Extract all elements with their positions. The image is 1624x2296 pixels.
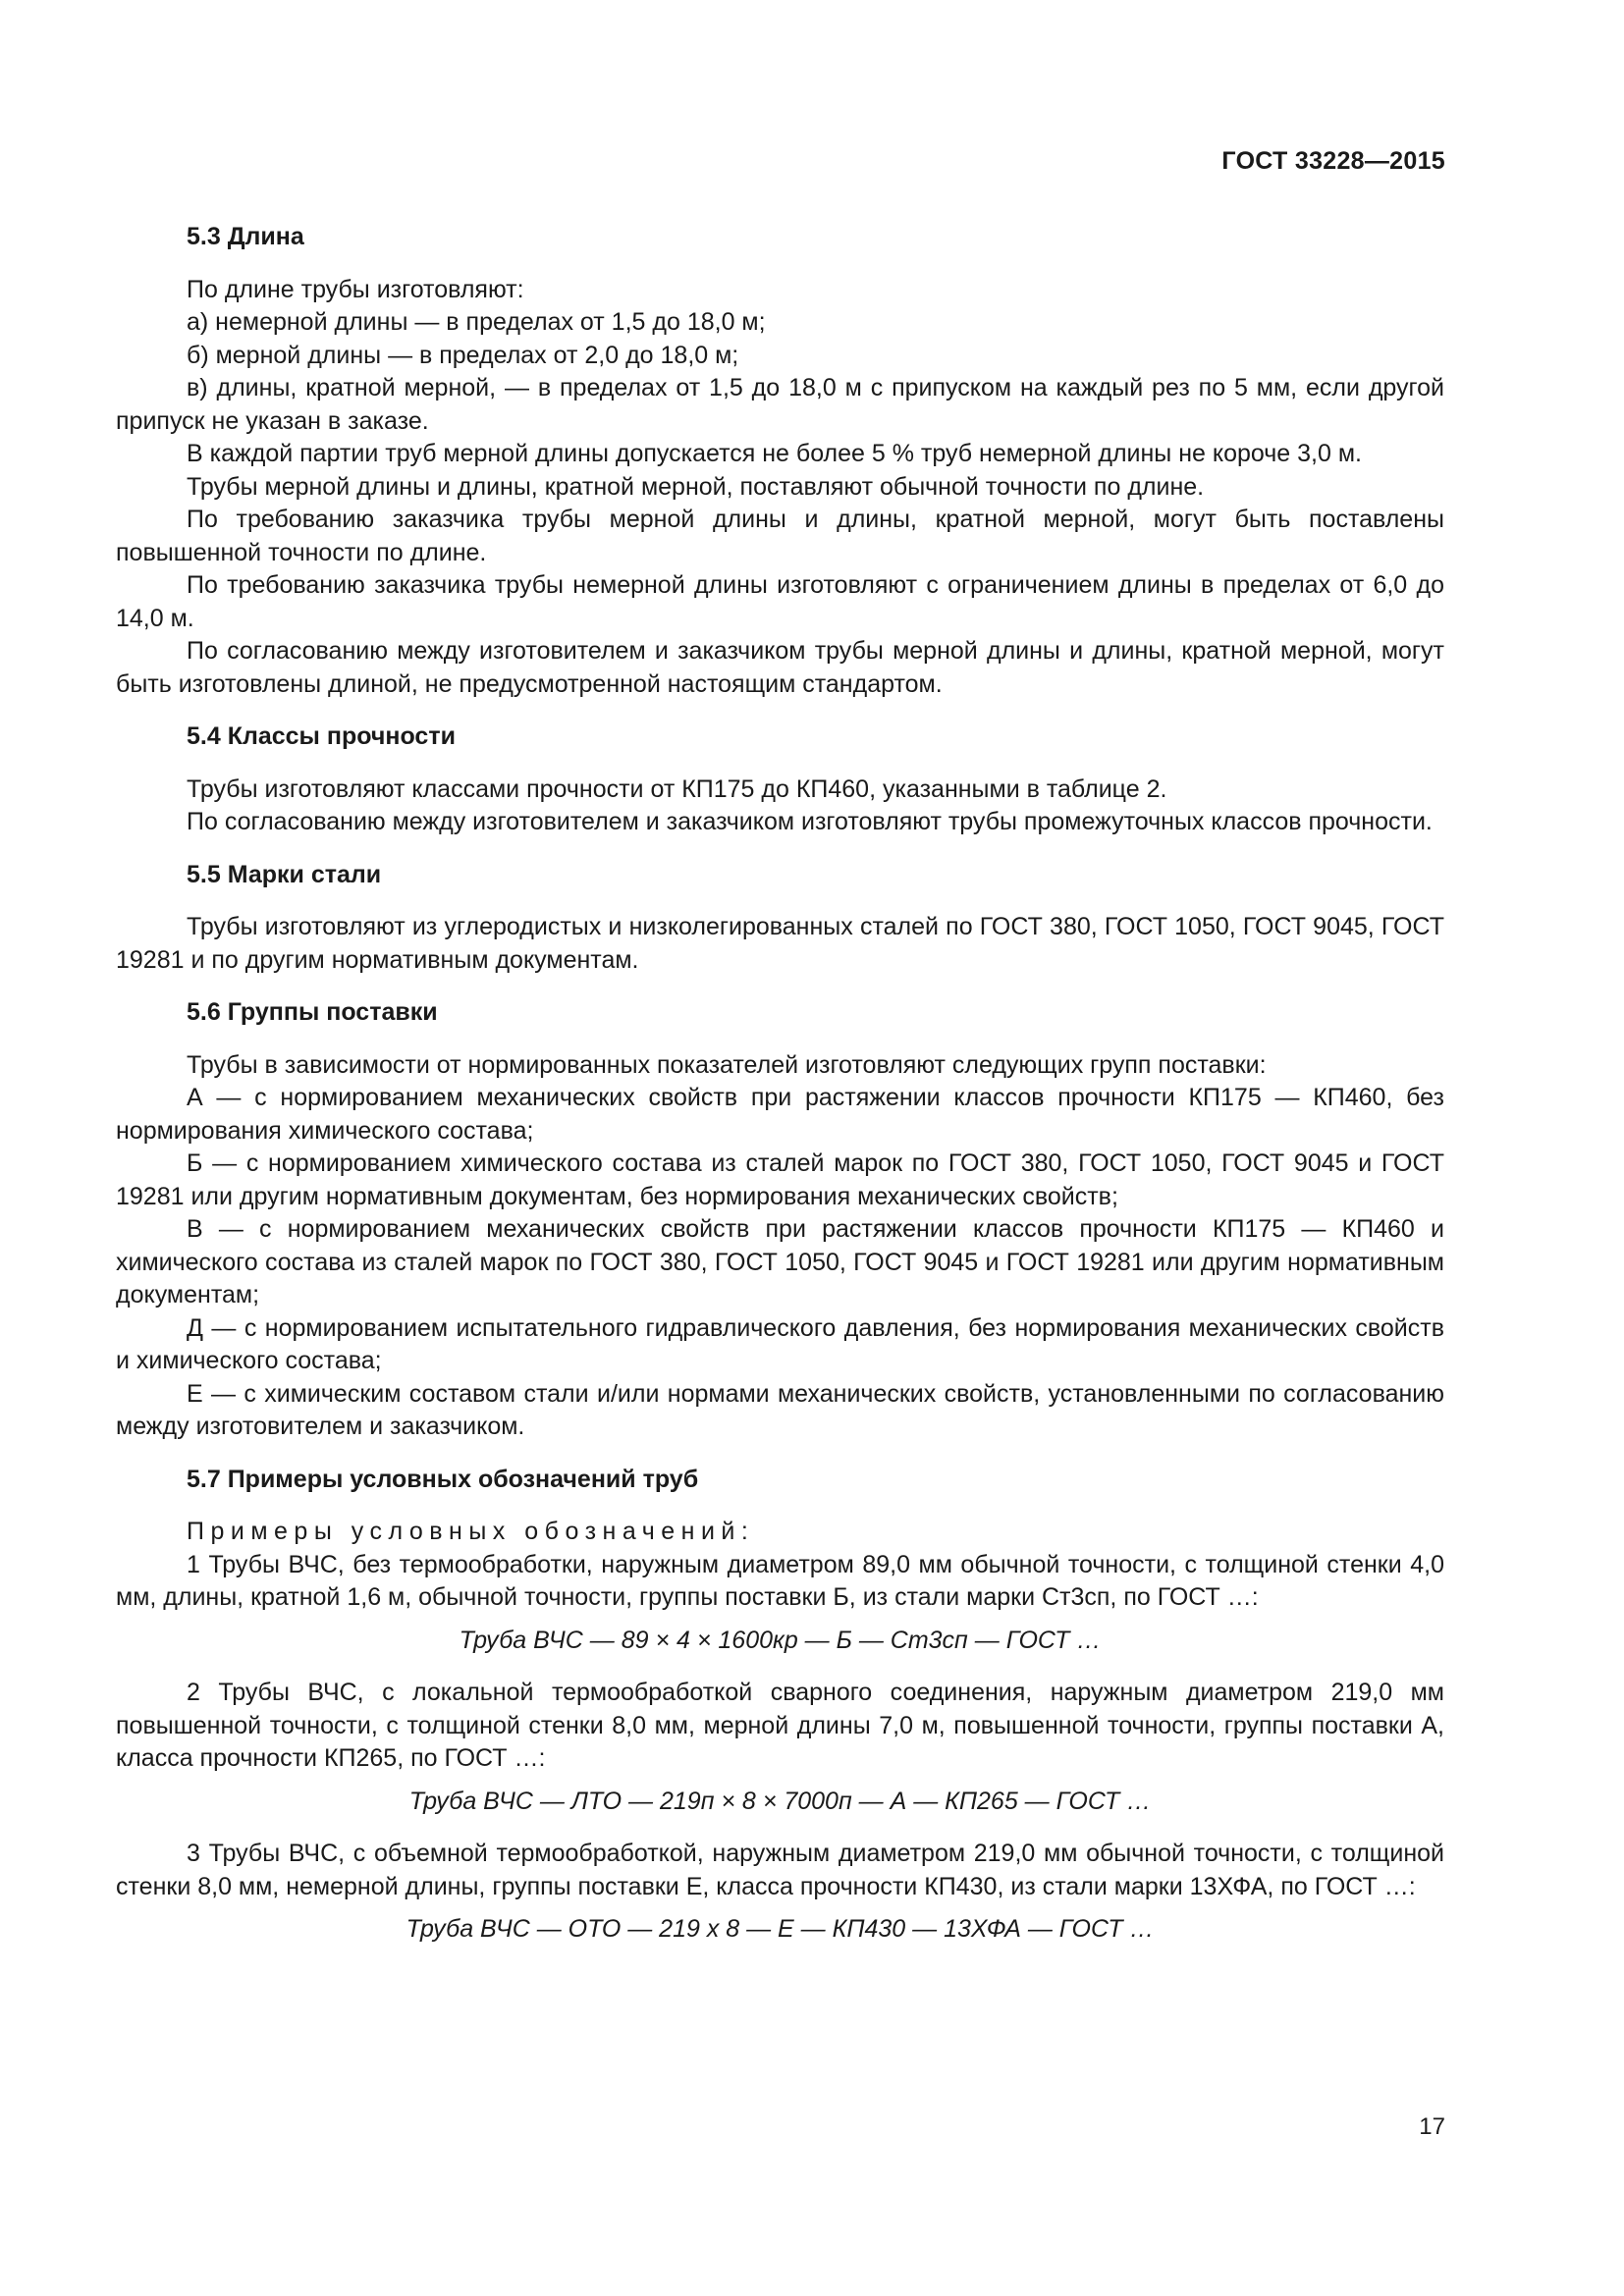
section-5-5 (116, 859, 1444, 978)
list-item: б) мерной длины — в пределах от 2,0 до 18,0 м; (187, 341, 739, 369)
example-2-designation: Труба ВЧС — ЛТО — 219п × 8 × 7000п — А — КП265 — ГОСТ … (408, 1787, 1152, 1815)
example-3-designation: Труба ВЧС — ОТО — 219 х 8 — Е — КП430 — 13ХФА — ГОСТ … (406, 1915, 1155, 1943)
paragraph: По согласованию между изготовителем и заказчиком трубы мерной длины и длины, кратной мерной, могут быть изготовлены длиной, не предусмотренной настоящим стандартом. (116, 637, 1444, 698)
page-content (116, 221, 1444, 1966)
section-5-6 (116, 996, 1444, 1444)
list-item: Д — с нормированием испытательного гидравлического давления, без нормирования механических свойств и химического состава; (116, 1313, 1444, 1374)
paragraph: По согласованию между изготовителем и заказчиком изготовляют трубы промежуточных классов прочности. (187, 808, 1433, 835)
paragraph: Трубы мерной длины и длины, кратной мерной, поставляют обычной точности по длине. (187, 472, 1205, 501)
section-title: 5.7 Примеры условных обозначений труб (187, 1465, 699, 1493)
paragraph: По длине трубы изготовляют: (187, 275, 524, 303)
list-item: А — с нормированием механических свойств при растяжении классов прочности КП175 — КП460, без нормирования химического состава; (116, 1084, 1444, 1145)
paragraph: В каждой партии труб мерной длины допускается не более 5 % труб немерной длины не короче 3,0 м. (187, 440, 1362, 467)
paragraph: Трубы в зависимости от нормированных показателей изготовляют следующих групп поставки: (187, 1050, 1267, 1079)
example-3-text: 3 Трубы ВЧС, с объемной термообработкой, наружным диаметром 219,0 мм обычной точности, с толщиной стенки 8,0 мм, немерной длины, группы поставки Е, класса прочности КП430, из стали марки 13ХФА, по ГОСТ …: (116, 1840, 1444, 1900)
example-2-text: 2 Трубы ВЧС, с локальной термообработкой сварного соединения, наружным диаметром 219,0 мм повышенной точности, с толщиной стенки 8,0 мм, мерной длины 7,0 м, повышенной точности, группы поставки А, класса прочности КП265, по ГОСТ …: (116, 1679, 1444, 1772)
section-title: 5.6 Группы поставки (187, 998, 438, 1026)
paragraph: По требованию заказчика трубы мерной длины и длины, кратной мерной, могут быть поставлены повышенной точности по длине. (116, 506, 1444, 566)
list-item: Б — с нормированием химического состава из сталей марок по ГОСТ 380, ГОСТ 1050, ГОСТ 9045 и ГОСТ 19281 или другим нормативным документам, без нормирования механических свойств; (116, 1149, 1444, 1210)
paragraph: Трубы изготовляют из углеродистых и низколегированных сталей по ГОСТ 380, ГОСТ 1050, ГОСТ 9045, ГОСТ 19281 и по другим нормативным документам. (116, 913, 1444, 974)
example-1-designation: Труба ВЧС — 89 × 4 × 1600кр — Б — Ст3сп — ГОСТ … (459, 1626, 1102, 1654)
list-item: В — с нормированием механических свойств при растяжении классов прочности КП175 — КП460 и химического состава из сталей марок по ГОСТ 380, ГОСТ 1050, ГОСТ 9045 и ГОСТ 19281 или другим нормативным документам; (116, 1215, 1444, 1308)
examples-intro (116, 1516, 1444, 1549)
section-title: 5.5 Марки стали (187, 860, 382, 888)
section-title: 5.3 Длина (187, 223, 304, 250)
list-item: в) длины, кратной мерной, — в пределах от 1,5 до 18,0 м с припуском на каждый рез по 5 мм, если другой припуск не указан в заказе. (116, 374, 1444, 435)
section-title: 5.4 Классы прочности (187, 722, 456, 750)
section-5-4 (116, 721, 1444, 839)
examples-intro-text: Примеры условных обозначений: (187, 1518, 755, 1545)
list-item: Е — с химическим составом стали и/или нормами механических свойств, установленными по согласованию между изготовителем и заказчиком. (116, 1379, 1444, 1440)
example-1-text: 1 Трубы ВЧС, без термообработки, наружным диаметром 89,0 мм обычной точности, с толщиной стенки 4,0 мм, длины, кратной 1,6 м, обычной точности, группы поставки Б, из стали марки Ст3сп, по ГОСТ …: (116, 1550, 1444, 1611)
document-id-header: ГОСТ 33228—2015 (1221, 147, 1445, 175)
paragraph: Трубы изготовляют классами прочности от КП175 до КП460, указанными в таблице 2. (187, 774, 1167, 803)
paragraph: По требованию заказчика трубы немерной длины изготовляют с ограничением длины в пределах от 6,0 до 14,0 м. (116, 571, 1444, 632)
section-5-3 (116, 221, 1444, 701)
list-item: а) немерной длины — в пределах от 1,5 до 18,0 м; (187, 308, 766, 336)
page-number: 17 (1419, 2113, 1445, 2140)
section-5-7 (116, 1464, 1444, 1947)
